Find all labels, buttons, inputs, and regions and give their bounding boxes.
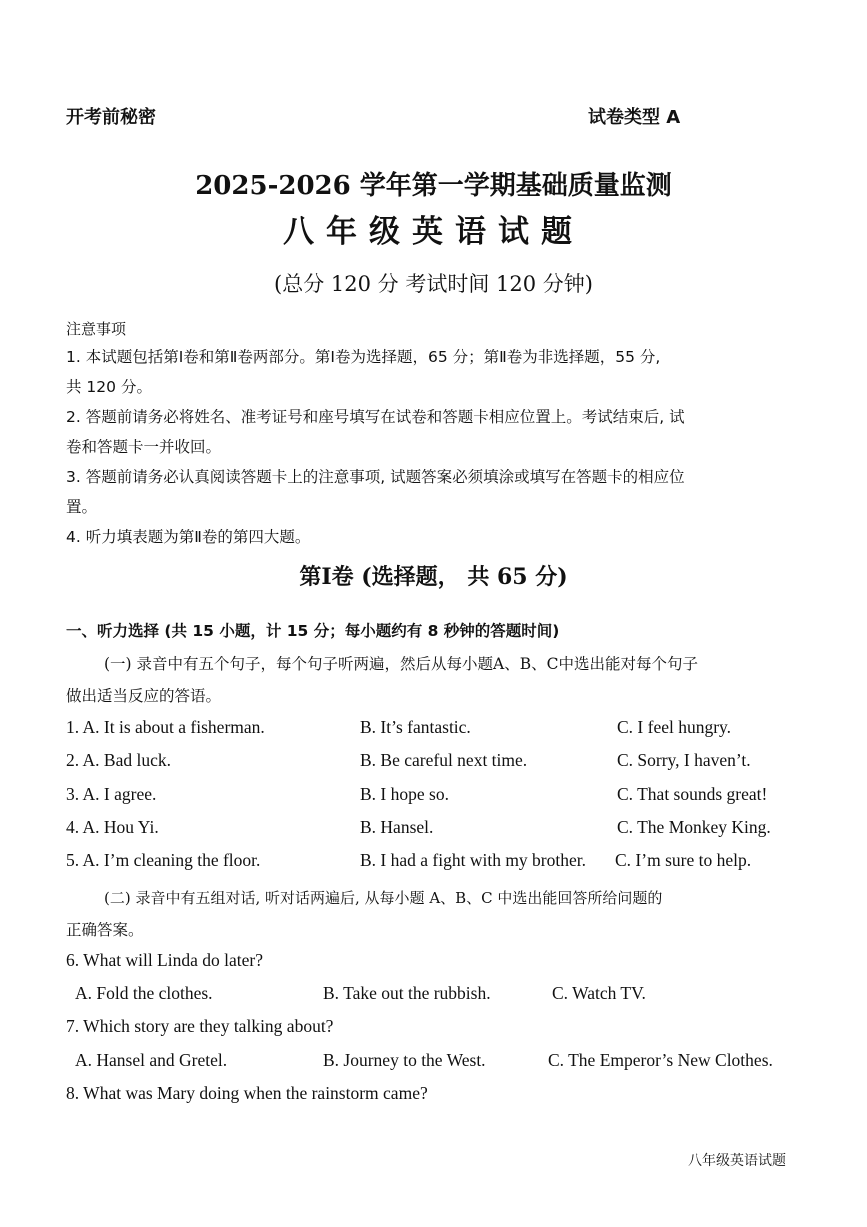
- q7-option-b: B. Journey to the West.: [323, 1050, 486, 1070]
- q7-option-a: A. Hansel and Gretel.: [75, 1050, 228, 1070]
- note-line: 置。: [66, 498, 98, 516]
- q3-option-b: B. I hope so.: [360, 784, 449, 804]
- q4-option-b: B. Hansel.: [360, 817, 434, 837]
- q5-option-c: C. I’m sure to help.: [615, 850, 752, 870]
- part1-title: 一、听力选择 (共 15 小题，计 15 分；每小题约有 8 秒钟的答题时间): [66, 622, 560, 640]
- q8-stem: 8. What was Mary doing when the rainstorm came?: [66, 1083, 428, 1103]
- instruction-line: (一) 录音中有五个句子，每个句子听两遍，然后从每小题A、B、C中选出能对每个句子: [104, 655, 698, 673]
- q5-option-b: B. I had a fight with my brother.: [360, 850, 587, 870]
- note-line: 卷和答题卡一并收回。: [66, 438, 222, 456]
- instruction-line: 做出适当反应的答语。: [66, 687, 222, 705]
- q4-option-a: 4. A. Hou Yi.: [66, 817, 159, 837]
- instruction-line: (二) 录音中有五组对话, 听对话两遍后, 从每小题 A、B、C 中选出能回答所给问题的: [104, 889, 663, 907]
- q2-option-a: 2. A. Bad luck.: [66, 750, 171, 770]
- note-item: [66, 402, 685, 462]
- q3-option-a: 3. A. I agree.: [66, 784, 157, 804]
- q1-option-a: 1. A. It is about a fisherman.: [66, 717, 265, 737]
- q1-option-b: B. It’s fantastic.: [360, 717, 471, 737]
- q6-option-b: B. Take out the rubbish.: [323, 983, 491, 1003]
- q3-option-c: C. That sounds great!: [617, 784, 768, 804]
- instruction-line: 正确答案。: [66, 921, 144, 939]
- q2-option-c: C. Sorry, I haven’t.: [617, 750, 751, 770]
- notes-heading: 注意事项: [66, 320, 127, 338]
- exam-title-line2: 八年级英语试题: [283, 214, 584, 250]
- q6-option-a: A. Fold the clothes.: [75, 983, 213, 1003]
- page-footer: 八年级英语试题: [688, 1153, 786, 1169]
- note-line: 共 120 分。: [66, 378, 152, 396]
- part1-instruction-1: [66, 648, 698, 712]
- q2-option-b: B. Be careful next time.: [360, 750, 528, 770]
- note-line: 1. 本试题包括第Ⅰ卷和第Ⅱ卷两部分。第Ⅰ卷为选择题，65 分；第Ⅱ卷为非选择题，55 分,: [66, 348, 661, 366]
- header-right: 试卷类型 A: [588, 107, 681, 128]
- note-item: [66, 522, 310, 552]
- exam-title-line1: 2025-2026 学年第一学期基础质量监测: [195, 171, 672, 201]
- note-item: [66, 462, 685, 522]
- note-line: 4. 听力填表题为第Ⅱ卷的第四大题。: [66, 528, 311, 546]
- q6-stem: 6. What will Linda do later?: [66, 950, 263, 970]
- exam-title-line3: (总分 120 分 考试时间 120 分钟): [274, 272, 593, 296]
- section-title: 第Ⅰ卷 (选择题， 共 65 分): [299, 564, 568, 590]
- part1-instruction-2: [66, 882, 662, 946]
- note-line: 3. 答题前请务必认真阅读答题卡上的注意事项, 试题答案必须填涂或填写在答题卡的相应位: [66, 468, 685, 486]
- q4-option-c: C. The Monkey King.: [617, 817, 771, 837]
- q7-option-c: C. The Emperor’s New Clothes.: [548, 1050, 773, 1070]
- q6-option-c: C. Watch TV.: [552, 983, 646, 1003]
- note-item: [66, 342, 660, 402]
- header-left: 开考前秘密: [66, 107, 156, 128]
- note-line: 2. 答题前请务必将姓名、准考证号和座号填写在试卷和答题卡相应位置上。考试结束后, 试: [66, 408, 685, 426]
- q1-option-c: C. I feel hungry.: [617, 717, 732, 737]
- q7-stem: 7. Which story are they talking about?: [66, 1016, 334, 1036]
- q5-option-a: 5. A. I’m cleaning the floor.: [66, 850, 261, 870]
